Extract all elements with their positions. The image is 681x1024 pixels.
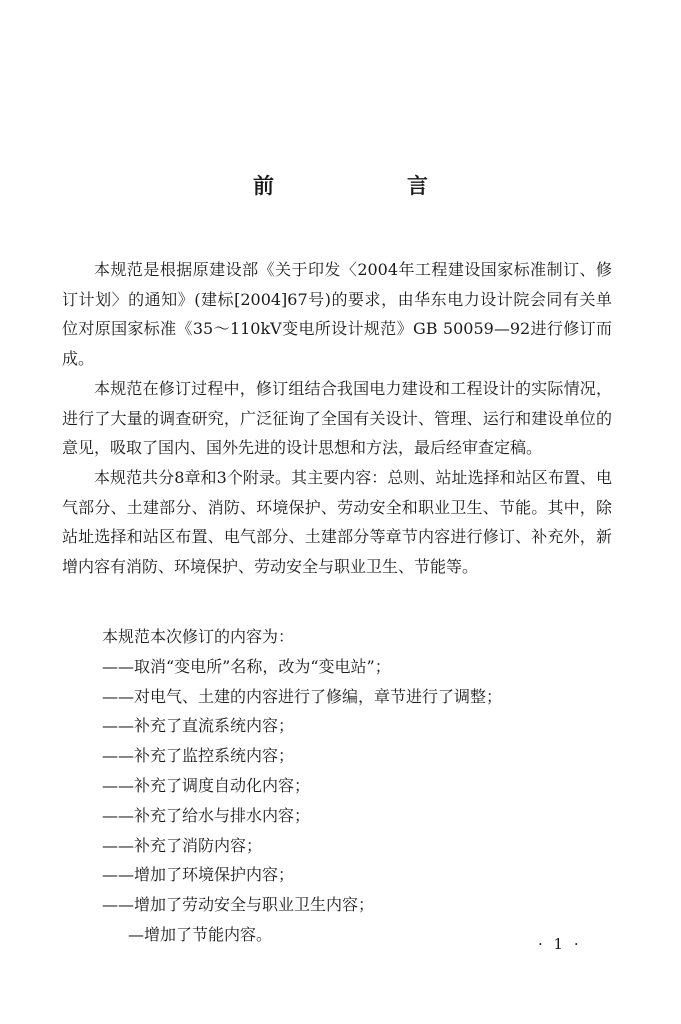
list-item: ——补充了给水与排水内容； — [102, 805, 311, 825]
list-item: ——补充了消防内容； — [102, 835, 263, 855]
revision-intro: 本规范本次修订的内容为： — [102, 627, 295, 646]
list-item: ——补充了监控系统内容； — [102, 746, 295, 766]
page-number: · 1 · — [538, 935, 582, 953]
list-item: ——补充了调度自动化内容； — [102, 775, 311, 795]
foreword-body — [62, 255, 612, 582]
list-item: ——增加了劳动安全与职业卫生内容； — [102, 895, 375, 915]
list-item: ——对电气、土建的内容进行了修编，章节进行了调整； — [102, 686, 503, 706]
list-item: —增加了节能内容。 — [128, 924, 273, 944]
page-title: 前 言 — [253, 174, 484, 198]
paragraph-2: 本规范在修订过程中，修订组结合我国电力建设和工程设计的实际情况，进行了大量的调查研究，广泛征询了全国有关设计、管理、运行和建设单位的意见，吸取了国内、国外先进的设计思想和方法，最后经审查定稿。 — [62, 378, 612, 458]
paragraph-1: 本规范是根据原建设部《关于印发〈2004年工程建设国家标准制订、修订计划〉的通知》(建标[2004]67号)的要求，由华东电力设计院会同有关单位对原国家标准《35～110kV变电所设计规范》GB 50059—92进行修订而成。 — [62, 260, 612, 369]
revision-list — [102, 622, 622, 950]
paragraph-3: 本规范共分8章和3个附录。其主要内容：总则、站址选择和站区布置、电气部分、土建部分、消防、环境保护、劳动安全和职业卫生、节能。其中，除站址选择和站区布置、电气部分、土建部分等章节内容进行修订、补充外，新增内容有消防、环境保护、劳动安全与职业卫生、节能等。 — [62, 467, 612, 577]
list-item: ——取消“变电所”名称，改为“变电站”； — [102, 656, 391, 676]
list-item: ——补充了直流系统内容； — [102, 716, 295, 736]
list-item: ——增加了环境保护内容； — [102, 865, 295, 885]
